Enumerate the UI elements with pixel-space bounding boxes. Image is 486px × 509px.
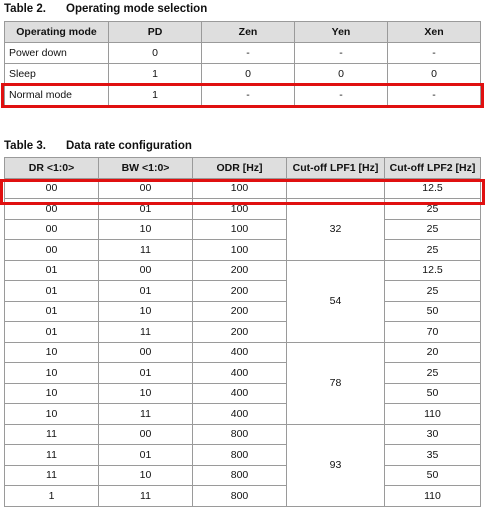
table-cell: 50	[385, 465, 481, 486]
table-cell: 10	[99, 465, 193, 486]
table-cell: 10	[5, 342, 99, 363]
table-cell: -	[295, 43, 388, 64]
table-cell: 200	[193, 260, 287, 281]
table-cell: 01	[99, 281, 193, 302]
table-cell: 800	[193, 465, 287, 486]
table-row	[5, 322, 481, 343]
table-cell: 00	[99, 178, 193, 199]
table-cell: 25	[385, 240, 481, 261]
table-cell: 01	[99, 199, 193, 220]
table3-number: Table 3.	[4, 140, 46, 152]
lpf1-cell: 32	[287, 199, 385, 261]
table-cell: 800	[193, 445, 287, 466]
table-cell: 10	[5, 383, 99, 404]
table-cell: 200	[193, 301, 287, 322]
table-header-row	[5, 158, 481, 179]
table-cell: 01	[5, 322, 99, 343]
table-cell: 1	[109, 64, 202, 85]
table-cell: 00	[99, 260, 193, 281]
table-cell: 50	[385, 383, 481, 404]
table-cell: 11	[99, 322, 193, 343]
table-cell: 100	[193, 199, 287, 220]
header-zen: Zen	[202, 22, 295, 43]
table-cell: 20	[385, 342, 481, 363]
header-dr: DR <1:0>	[5, 158, 99, 179]
header-lpf2: Cut-off LPF2 [Hz]	[385, 158, 481, 179]
table-cell: 10	[5, 363, 99, 384]
operating-mode-table	[4, 21, 481, 106]
table-cell: 1	[5, 486, 99, 507]
table-row	[5, 281, 481, 302]
table-row	[5, 301, 481, 322]
table-cell: 25	[385, 281, 481, 302]
table-cell: 00	[99, 342, 193, 363]
table-cell: 0	[295, 64, 388, 85]
header-yen: Yen	[295, 22, 388, 43]
table-cell: 00	[5, 240, 99, 261]
table2-number: Table 2.	[4, 3, 46, 15]
table-cell: 10	[99, 219, 193, 240]
header-xen: Xen	[388, 22, 481, 43]
table-cell: 400	[193, 342, 287, 363]
table-cell: 01	[99, 363, 193, 384]
table-cell: 01	[5, 281, 99, 302]
table-cell: 800	[193, 486, 287, 507]
table-cell: -	[388, 85, 481, 106]
table-cell: 25	[385, 363, 481, 384]
table-cell: 30	[385, 424, 481, 445]
table-row	[5, 260, 481, 281]
table-cell: 0	[109, 43, 202, 64]
lpf1-cell	[287, 178, 385, 199]
table-cell: 200	[193, 322, 287, 343]
table-cell: 110	[385, 404, 481, 425]
table-cell: 01	[99, 445, 193, 466]
lpf1-cell: 54	[287, 260, 385, 342]
table-cell: 00	[5, 199, 99, 220]
table-row	[5, 383, 481, 404]
table-cell: 11	[5, 465, 99, 486]
table-cell: 110	[385, 486, 481, 507]
table-cell: 400	[193, 383, 287, 404]
table-cell: 100	[193, 219, 287, 240]
table-cell: 200	[193, 281, 287, 302]
table-cell: 01	[5, 301, 99, 322]
table-cell: 1	[109, 85, 202, 106]
table-cell: 35	[385, 445, 481, 466]
table-row	[5, 219, 481, 240]
table3-caption	[4, 140, 192, 152]
header-lpf1: Cut-off LPF1 [Hz]	[287, 158, 385, 179]
table-cell: 100	[193, 240, 287, 261]
table-cell: 400	[193, 404, 287, 425]
table2-title: Operating mode selection	[66, 3, 208, 15]
table-cell: 01	[5, 260, 99, 281]
table-row	[5, 424, 481, 445]
table-row	[5, 404, 481, 425]
header-pd: PD	[109, 22, 202, 43]
table-cell: 11	[5, 445, 99, 466]
table-cell: 10	[99, 301, 193, 322]
table-cell: 00	[99, 424, 193, 445]
table-row	[5, 199, 481, 220]
table-cell: 10	[5, 404, 99, 425]
lpf1-cell: 78	[287, 342, 385, 424]
table-cell: Normal mode	[5, 85, 109, 106]
table3-title: Data rate configuration	[66, 140, 192, 152]
table-cell: Sleep	[5, 64, 109, 85]
table-row	[5, 85, 481, 106]
table-cell: 0	[388, 64, 481, 85]
table-cell: 12.5	[385, 260, 481, 281]
table-cell: Power down	[5, 43, 109, 64]
data-rate-table	[4, 157, 481, 507]
table-cell: 25	[385, 199, 481, 220]
table-cell: 11	[99, 240, 193, 261]
header-odr: ODR [Hz]	[193, 158, 287, 179]
table-cell: -	[202, 85, 295, 106]
table-row	[5, 64, 481, 85]
table-cell: -	[295, 85, 388, 106]
lpf1-cell: 93	[287, 424, 385, 506]
table-row	[5, 43, 481, 64]
table2-caption	[4, 3, 207, 15]
table-cell: 70	[385, 322, 481, 343]
header-bw: BW <1:0>	[99, 158, 193, 179]
table-row	[5, 465, 481, 486]
table-cell: 800	[193, 424, 287, 445]
table-cell: 0	[202, 64, 295, 85]
table-row	[5, 178, 481, 199]
table-cell: 400	[193, 363, 287, 384]
table-cell: -	[388, 43, 481, 64]
table-cell: 100	[193, 178, 287, 199]
header-operating-mode: Operating mode	[5, 22, 109, 43]
table-row	[5, 342, 481, 363]
table-cell: 12.5	[385, 178, 481, 199]
table-row	[5, 240, 481, 261]
table-cell: 25	[385, 219, 481, 240]
table-row	[5, 445, 481, 466]
table-cell: -	[202, 43, 295, 64]
table-cell: 11	[99, 486, 193, 507]
table-cell: 11	[5, 424, 99, 445]
table-cell: 00	[5, 178, 99, 199]
table-cell: 50	[385, 301, 481, 322]
table-cell: 11	[99, 404, 193, 425]
table-cell: 00	[5, 219, 99, 240]
table-cell: 10	[99, 383, 193, 404]
table-row	[5, 486, 481, 507]
table-header-row	[5, 22, 481, 43]
table-row	[5, 363, 481, 384]
